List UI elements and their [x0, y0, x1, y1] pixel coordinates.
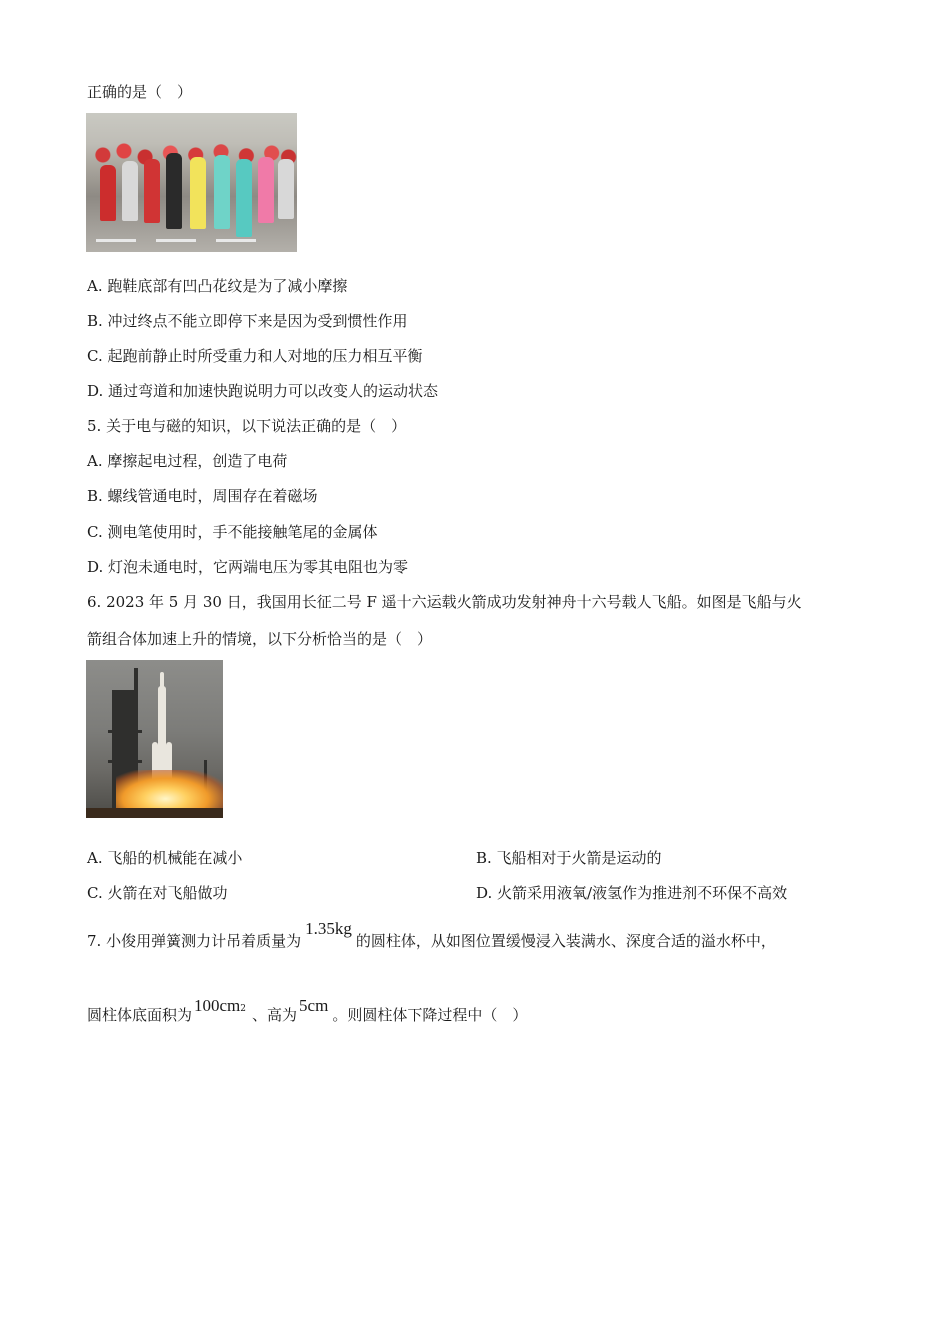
q6-option-b: B. 飞船相对于火箭是运动的	[476, 849, 662, 867]
q5-option-c: C. 测电笔使用时，手不能接触笔尾的金属体	[87, 523, 378, 541]
q7-line1	[87, 919, 776, 951]
q6-stem-line2: 箭组合体加速上升的情境，以下分析恰当的是（ ）	[87, 630, 433, 648]
marathon-photo	[86, 113, 297, 252]
q7-line1-text-a: 7. 小俊用弹簧测力计吊着质量为	[87, 932, 302, 950]
q5-option-a: A. 摩擦起电过程，创造了电荷	[87, 452, 288, 470]
q4-option-d: D. 通过弯道和加速快跑说明力可以改变人的运动状态	[87, 382, 439, 400]
q6-option-a: A. 飞船的机械能在减小	[87, 849, 243, 867]
q7-line2-text-c: 。则圆柱体下降过程中（ ）	[332, 1006, 528, 1024]
q4-option-a: A. 跑鞋底部有凹凸花纹是为了减小摩擦	[87, 277, 348, 295]
q4-option-b: B. 冲过终点不能立即停下来是因为受到惯性作用	[87, 312, 408, 330]
q6-option-c: C. 火箭在对飞船做功	[87, 884, 228, 902]
q7-line2	[87, 996, 528, 1028]
q7-mass-value: 1.35kg	[305, 919, 352, 938]
q6-option-d: D. 火箭采用液氧/液氢作为推进剂不环保不高效	[476, 884, 788, 902]
q7-line2-text-b: 、高为	[252, 1006, 298, 1024]
q4-stem-tail: 正确的是（ ）	[87, 83, 193, 101]
q7-height-value: 5cm	[299, 996, 329, 1015]
q4-option-c: C. 起跑前静止时所受重力和人对地的压力相互平衡	[87, 347, 423, 365]
rocket-launch-photo	[86, 660, 223, 818]
q5-option-d: D. 灯泡未通电时，它两端电压为零其电阻也为零	[87, 558, 409, 576]
q5-stem: 5. 关于电与磁的知识，以下说法正确的是（ ）	[87, 417, 407, 435]
q5-option-b: B. 螺线管通电时，周围存在着磁场	[87, 487, 318, 505]
q7-line2-text-a: 圆柱体底面积为	[87, 1006, 193, 1024]
q7-line1-text-b: 的圆柱体，从如图位置缓慢浸入装满水、深度合适的溢水杯中，	[355, 932, 776, 950]
q6-stem-line1: 6. 2023 年 5 月 30 日，我国用长征二号 F 遥十六运载火箭成功发射神舟十六号载人飞船。如图是飞船与火	[87, 593, 802, 611]
q7-area-exponent: 2	[240, 1004, 247, 1014]
q7-area-value: 100cm	[194, 996, 241, 1015]
